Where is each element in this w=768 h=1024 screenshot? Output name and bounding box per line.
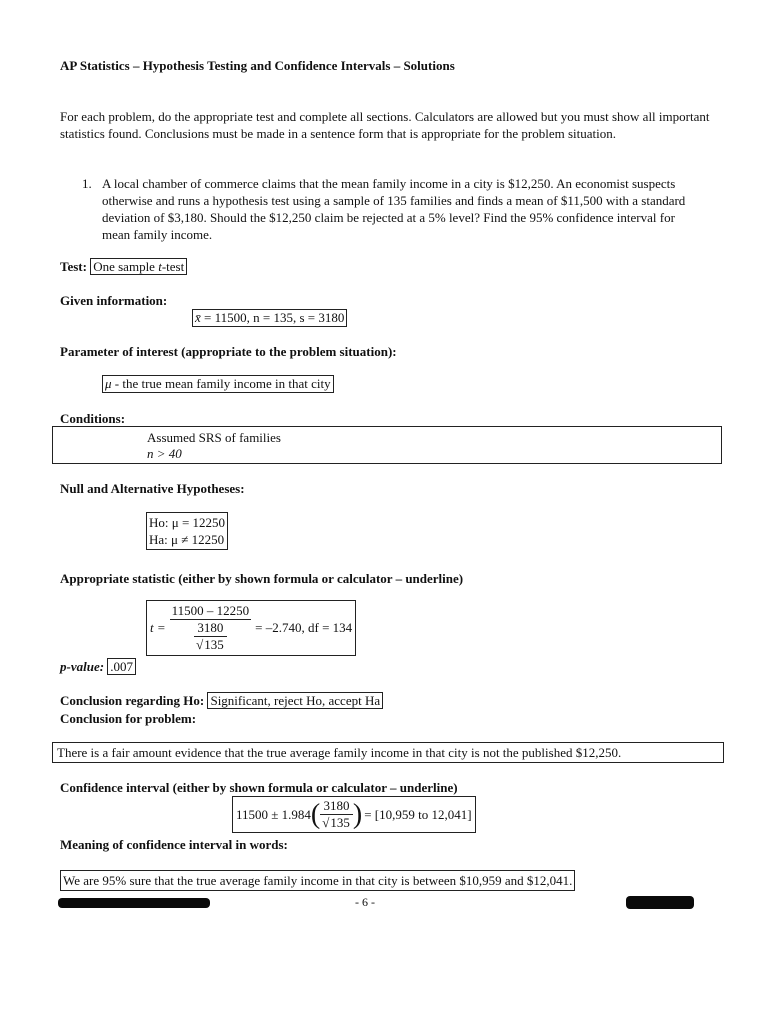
conclusion-ho-row: [60, 693, 383, 709]
conditions-label: Conditions:: [60, 411, 126, 426]
conditions-box: [52, 426, 722, 464]
redaction-right: [626, 896, 694, 909]
condition-srs: Assumed SRS of families: [147, 430, 281, 445]
pvalue-answer: .007: [107, 658, 136, 675]
sqrt-n: 135: [204, 637, 224, 652]
ci-sqrt-n: 135: [330, 815, 350, 830]
hypotheses-label: Null and Alternative Hypotheses:: [60, 481, 245, 496]
conclusion-problem-label: Conclusion for problem:: [60, 711, 197, 726]
test-label: Test:: [60, 259, 87, 274]
hypotheses-box: [146, 512, 228, 550]
meaning-box: We are 95% sure that the true average family income in that city is between $10,959 and $12,041.: [60, 870, 575, 891]
alternative-hypothesis: Ha: μ ≠ 12250: [149, 532, 225, 547]
redaction-left: [58, 898, 210, 908]
se-denominator: √135: [196, 637, 224, 652]
t-result: = –2.740, df = 134: [255, 620, 353, 635]
test-row: [60, 259, 187, 275]
given-values: = 11500, n = 135, s = 3180: [200, 310, 345, 325]
problem-number: 1.: [82, 176, 92, 191]
condition-n: n > 40: [147, 446, 182, 461]
statistic-label: Appropriate statistic (either by shown formula or calculator – underline): [60, 571, 464, 586]
mu-symbol: μ: [105, 376, 112, 391]
page-title: AP Statistics – Hypothesis Testing and Confidence Intervals – Solutions: [60, 58, 455, 73]
right-paren-icon: ): [352, 798, 363, 830]
t-numerator: 11500 – 12250: [171, 603, 250, 618]
ci-result: = [10,959 to 12,041]: [364, 806, 472, 822]
meaning-label: Meaning of confidence interval in words:: [60, 837, 288, 852]
ci-frac-bottom: √135: [322, 815, 350, 830]
ci-fraction: [320, 798, 353, 831]
left-paren-icon: (: [310, 798, 321, 830]
ci-frac-top: 3180: [320, 798, 353, 815]
t-equals: t =: [150, 620, 166, 635]
conclusion-ho-answer: Significant, reject Ho, accept Ha: [207, 692, 383, 709]
test-answer-prefix: One sample: [93, 259, 159, 274]
pvalue-label: p-value:: [60, 659, 105, 674]
page-number: - 6 -: [355, 895, 375, 909]
problem-text: A local chamber of commerce claims that the mean family income in a city is $12,250. An economist suspects otherwise and runs a hypothesis test using a sample of 135 families and finds a mean of $11,500 with a standard deviation of $3,180. Should the $12,250 claim be rejected at a 5% level? Find the 95% confidence interval for mean family income.: [102, 176, 686, 242]
ci-prefix: 11500 ± 1.984: [236, 806, 311, 822]
test-answer: [90, 258, 187, 275]
null-hypothesis: Ho: μ = 12250: [149, 515, 226, 530]
statistic-box: [146, 600, 356, 656]
ci-label: Confidence interval (either by shown formula or calculator – underline): [60, 780, 458, 795]
test-answer-t: t: [158, 259, 162, 274]
conclusion-ho-label: Conclusion regarding Ho:: [60, 693, 205, 708]
se-numerator: 3180: [194, 620, 227, 637]
test-answer-suffix: -test: [161, 259, 185, 274]
problem-1: [82, 175, 702, 243]
parameter-answer: [102, 375, 334, 393]
xbar-symbol: x̄: [195, 310, 201, 325]
given-answer: [192, 309, 347, 327]
ci-box: [232, 796, 476, 833]
t-denominator: [170, 620, 252, 653]
parameter-label: Parameter of interest (appropriate to the problem situation):: [60, 344, 397, 359]
instructions: For each problem, do the appropriate test and complete all sections. Calculators are allowed but you must show all important statistics found. Conclusions must be made in a sentence form that is appropriate for the problem situation.: [60, 109, 710, 141]
parameter-text: - the true mean family income in that city: [111, 376, 331, 391]
t-fraction: [170, 603, 252, 653]
conclusion-problem-box: There is a fair amount evidence that the true average family income in that city is not the published $12,250.: [52, 742, 724, 763]
pvalue-row: [60, 659, 136, 675]
given-label: Given information:: [60, 293, 168, 308]
se-fraction: [194, 620, 227, 653]
